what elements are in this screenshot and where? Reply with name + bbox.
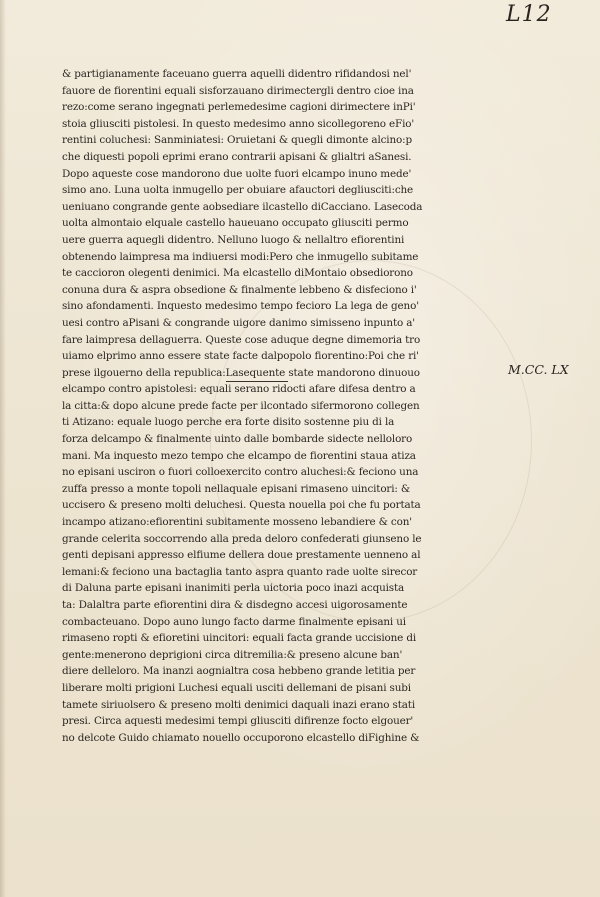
text-line: te caccioron olegenti denimici. Ma elcastello diMontaio obsediorono <box>62 267 413 280</box>
text-line: prese ilgouerno della republica:Lasequente state mandorono dinuouo <box>62 366 420 379</box>
text-line: uiamo elprimo anno essere state facte dalpopolo fiorentino:Poi che ri' <box>62 350 419 363</box>
text-line: uccisero & preseno molti deluchesi. Questa nouella poi che fu portata <box>62 499 421 512</box>
text-line: fare laimpresa dellaguerra. Queste cose aduque degne dimemoria tro <box>62 333 421 346</box>
text-line: che diquesti popoli eprimi erano contrarii apisani & glialtri aSanesi. <box>62 150 412 163</box>
text-line: tamete siriuolsero & preseno molti denimici daquali inazi erano stati <box>62 698 416 711</box>
text-line: Dopo aqueste cose mandorono due uolte fuori elcampo inuno mede' <box>62 167 412 180</box>
text-line: no delcote Guido chiamato nouello occuporono elcastello diFighine & <box>62 731 420 744</box>
margin-annotation: M.CC. LX <box>508 362 569 377</box>
text-line: stoia gliusciti pistolesi. In questo medesimo anno sicollegoreno eFio' <box>62 117 415 130</box>
text-line: ueniuano congrande gente aobsediare ilcastello diCacciano. Lasecoda <box>62 200 423 213</box>
text-line: gente:menerono deprigioni circa ditremilia:& preseno alcune ban' <box>62 648 403 661</box>
text-line: obtenendo laimpresa ma indiuersi modi:Pero che inmugello subitame <box>62 250 419 263</box>
text-line: & partigianamente faceuano guerra aquelli didentro rifidandosi nel' <box>62 68 412 80</box>
text-line: fauore de fiorentini equali sisforzauano dirimectergli dentro cioe ina <box>62 84 414 97</box>
text-line: la citta:& dopo alcune prede facte per ilcontado sifermorono collegen <box>62 399 420 412</box>
page-edge-shadow <box>0 0 6 897</box>
text-line: mani. Ma inquesto mezo tempo che elcampo de fiorentini staua atiza <box>62 449 416 462</box>
text-line: grande celerita soccorrendo alla preda deloro confederati giunseno le <box>62 532 422 545</box>
text-line: simo ano. Luna uolta inmugello per obuiare afauctori degliusciti:che <box>62 184 414 197</box>
folio-number: L12 <box>506 2 552 27</box>
text-line: di Daluna parte episani inanimiti perla uictoria poco inazi acquista <box>62 582 405 595</box>
text-line: sino afondamenti. Inquesto medesimo tempo fecioro La lega de geno' <box>62 300 419 313</box>
text-line: elcampo contro apistolesi: equali serano ridocti afare difesa dentro a <box>62 383 416 396</box>
text-line: forza delcampo & finalmente uinto dalle bombarde sidecte nelloloro <box>62 433 413 446</box>
text-line: incampo atizano:efiorentini subitamente mosseno lebandiere & con' <box>62 516 412 529</box>
text-column <box>62 66 446 746</box>
handwritten-underline <box>226 381 288 382</box>
text-line: lemani:& feciono una bactaglia tanto aspra quanto rade uolte sirecor <box>62 565 418 578</box>
text-line: rentini coluchesi: Sanminiatesi: Oruietani & quegli dimonte alcino:p <box>62 134 412 147</box>
text-line: conuna dura & aspra obsedione & finalmente lebbeno & disfeciono i' <box>62 283 417 296</box>
text-line: no episani usciron o fuori colloexercito contro aluchesi:& feciono una <box>62 466 419 479</box>
text-line: genti depisani appresso elfiume dellera doue prestamente uenneno al <box>62 549 421 562</box>
text-line: combacteuano. Dopo auno lungo facto darme finalmente episani ui <box>62 615 406 628</box>
text-line: uolta almontaio elquale castello haueuano occupato gliusciti permo <box>62 217 409 230</box>
text-line: diere delleloro. Ma inanzi aognialtra cosa hebbeno grande letitia per <box>62 665 416 678</box>
text-line: presi. Circa aquesti medesimi tempi gliusciti difirenze focto elgouer' <box>62 715 414 728</box>
text-line: ta: Dalaltra parte efiorentini dira & disdegno accesi uigorosamente <box>62 599 408 611</box>
text-line: uesi contro aPisani & congrande uigore danimo simisseno inpunto a' <box>62 316 415 329</box>
text-line: rimaseno ropti & efioretini uincitori: equali facta grande uccisione di <box>62 632 416 645</box>
text-line: liberare molti prigioni Luchesi equali usciti dellemani de pisani subi <box>62 681 411 694</box>
text-line: ti Atizano: equale luogo perche era forte disito sostenne piu di la <box>62 416 395 429</box>
text-line: uere guerra aquegli didentro. Nelluno luogo & nellaltro efiorentini <box>62 233 405 246</box>
text-line: zuffa presso a monte topoli nellaquale episani rimaseno uincitori: & <box>62 482 411 495</box>
text-line: rezo:come serano ingegnati perlemedesime cagioni dirimectere inPi' <box>62 101 416 114</box>
